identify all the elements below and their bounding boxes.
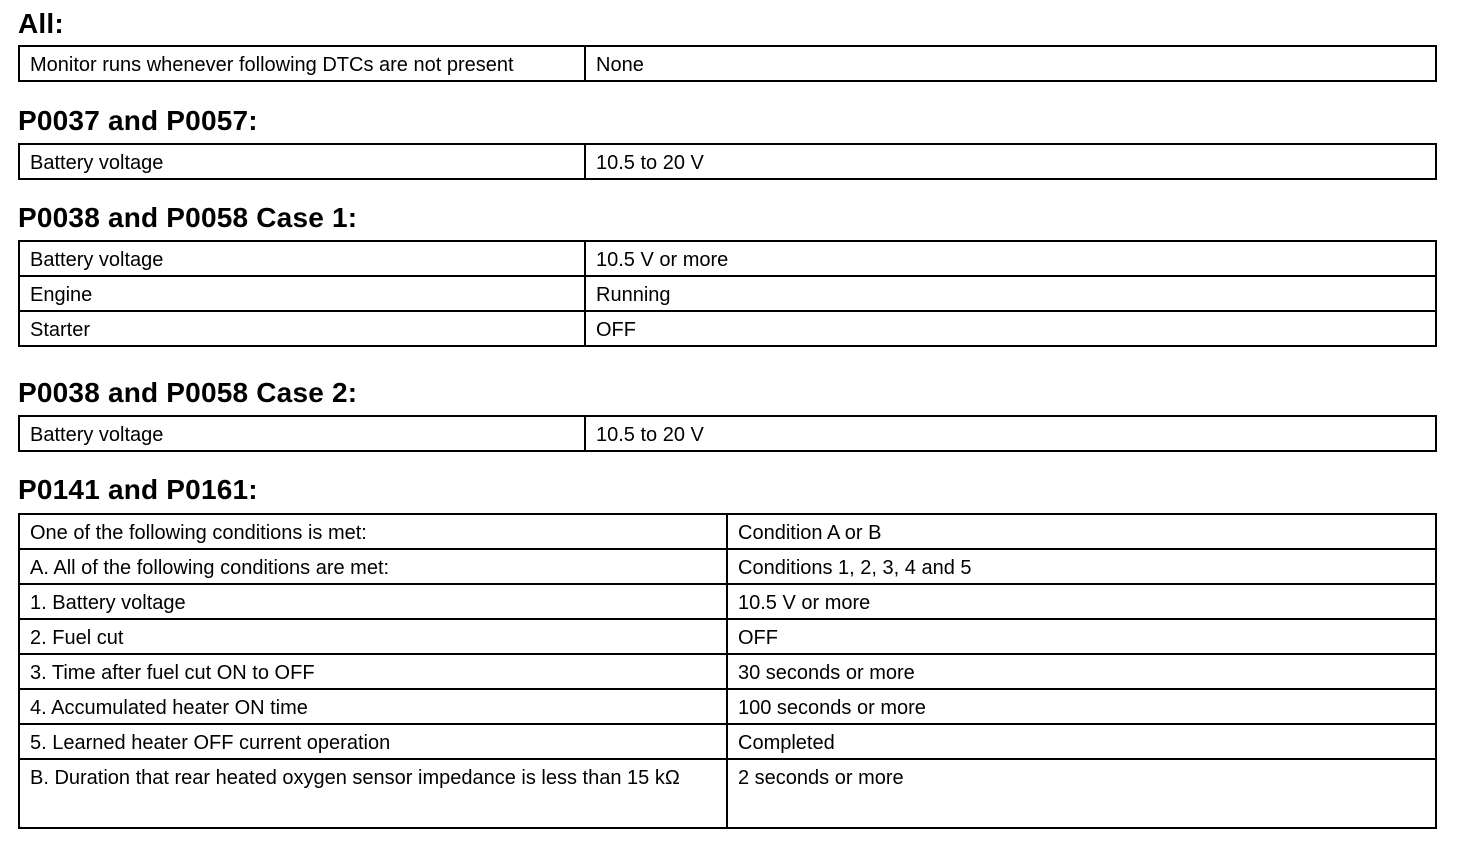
conditions-table xyxy=(18,45,1437,82)
condition-value: Running xyxy=(585,276,1436,311)
condition-label: Battery voltage xyxy=(19,144,585,179)
condition-value: Condition A or B xyxy=(727,514,1436,549)
condition-label: 4. Accumulated heater ON time xyxy=(19,689,727,724)
condition-label: Starter xyxy=(19,311,585,346)
section-p0038-p0058-case2 xyxy=(18,377,1435,452)
condition-value: Conditions 1, 2, 3, 4 and 5 xyxy=(727,549,1436,584)
condition-value: 30 seconds or more xyxy=(727,654,1436,689)
conditions-table xyxy=(18,240,1437,347)
table-row xyxy=(19,276,1436,311)
condition-label: A. All of the following conditions are met: xyxy=(19,549,727,584)
table-row xyxy=(19,759,1436,828)
table-row xyxy=(19,619,1436,654)
condition-label: 1. Battery voltage xyxy=(19,584,727,619)
condition-label: Battery voltage xyxy=(19,241,585,276)
table-row xyxy=(19,311,1436,346)
condition-label: 3. Time after fuel cut ON to OFF xyxy=(19,654,727,689)
section-p0141-p0161 xyxy=(18,474,1435,829)
condition-value: 10.5 to 20 V xyxy=(585,144,1436,179)
condition-value: 2 seconds or more xyxy=(727,759,1436,828)
table-row xyxy=(19,416,1436,451)
table-row xyxy=(19,654,1436,689)
condition-value: OFF xyxy=(585,311,1436,346)
section-title: P0037 and P0057: xyxy=(18,105,258,136)
condition-label: 2. Fuel cut xyxy=(19,619,727,654)
section-p0037-p0057 xyxy=(18,105,1435,180)
table-row xyxy=(19,584,1436,619)
section-title: P0141 and P0161: xyxy=(18,474,258,505)
section-title: P0038 and P0058 Case 2: xyxy=(18,377,358,408)
table-row xyxy=(19,144,1436,179)
condition-label: Engine xyxy=(19,276,585,311)
condition-value: OFF xyxy=(727,619,1436,654)
table-row xyxy=(19,549,1436,584)
condition-label: 5. Learned heater OFF current operation xyxy=(19,724,727,759)
condition-value: None xyxy=(585,46,1436,81)
table-row xyxy=(19,514,1436,549)
conditions-table xyxy=(18,415,1437,452)
condition-label: B. Duration that rear heated oxygen sensor impedance is less than 15 kΩ xyxy=(19,759,727,828)
condition-value: 10.5 V or more xyxy=(727,584,1436,619)
table-row xyxy=(19,241,1436,276)
table-row xyxy=(19,724,1436,759)
section-title: All: xyxy=(18,8,64,39)
conditions-table xyxy=(18,143,1437,180)
table-row xyxy=(19,46,1436,81)
condition-label: Battery voltage xyxy=(19,416,585,451)
condition-value: 100 seconds or more xyxy=(727,689,1436,724)
table-row xyxy=(19,689,1436,724)
conditions-table xyxy=(18,513,1437,829)
condition-value: 10.5 to 20 V xyxy=(585,416,1436,451)
section-all xyxy=(18,8,1435,82)
condition-label: One of the following conditions is met: xyxy=(19,514,727,549)
condition-label: Monitor runs whenever following DTCs are not present xyxy=(19,46,585,81)
condition-value: Completed xyxy=(727,724,1436,759)
condition-value: 10.5 V or more xyxy=(585,241,1436,276)
section-p0038-p0058-case1 xyxy=(18,202,1435,347)
section-title: P0038 and P0058 Case 1: xyxy=(18,202,358,233)
